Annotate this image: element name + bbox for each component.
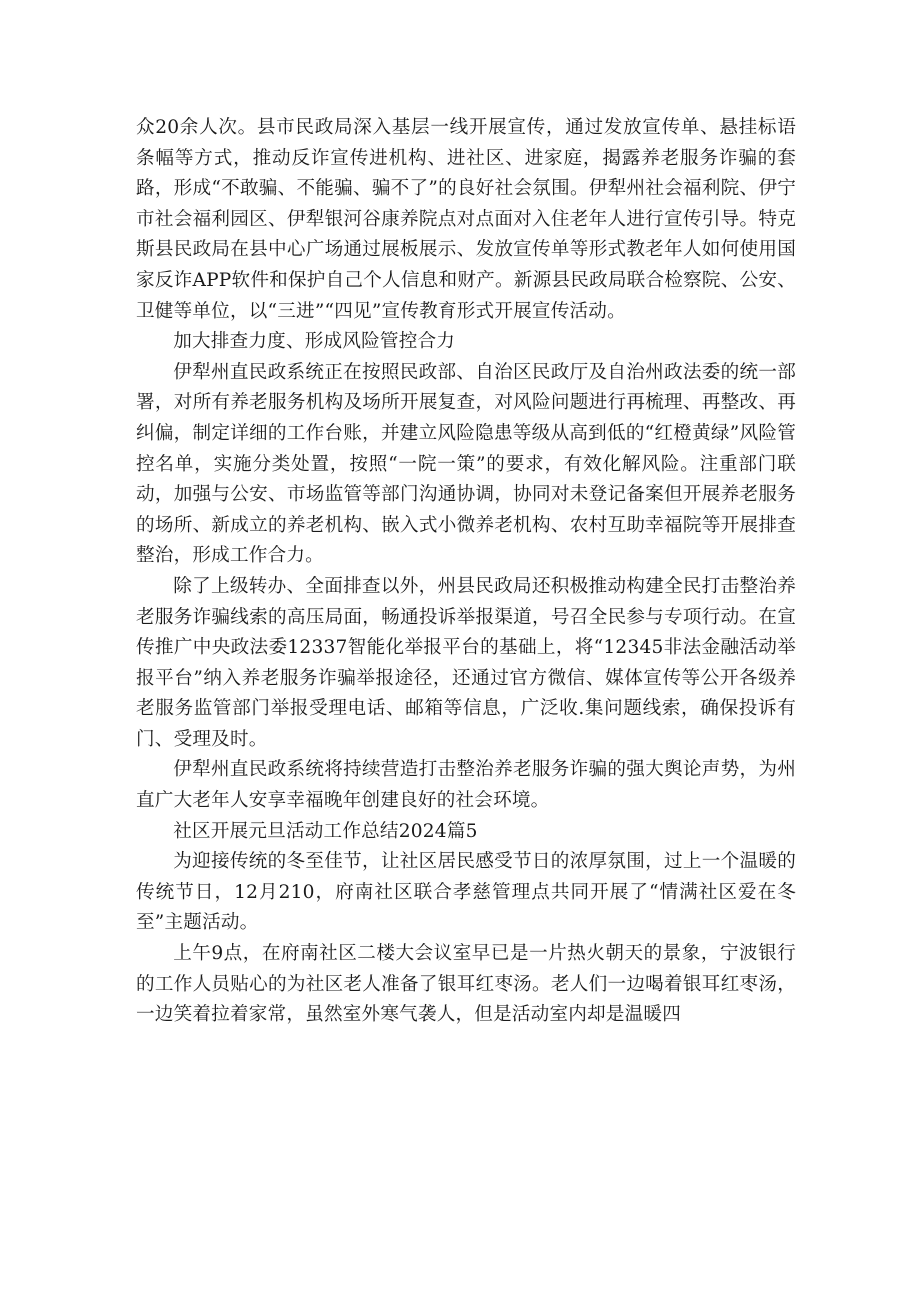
section-heading-article-5: 社区开展元旦活动工作总结2024篇5 — [173, 820, 478, 842]
paragraph-6: 上午9点，在府南社区二楼大会议室早已是一片热火朝天的景象，宁波银行的工作人员贴心的为社区老人准备了银耳红枣汤。老人们一边喝着银耳红枣汤，一边笑着拉着家常，虽然室外寒气袭人，但是活动室内却是温暖四 — [136, 943, 796, 1026]
section-heading-risk-control: 加大排查力度、形成风险管控合力 — [173, 331, 456, 353]
paragraph-1: 众20余人次。县市民政局深入基层一线开展宣传，通过发放宣传单、悬挂标语条幅等方式，推动反诈宣传进机构、进社区、进家庭，揭露养老服务诈骗的套路，形成“不敢骗、不能骗、骗不了”的良好社会氛围。伊犁州社会福利院、伊宁市社会福利园区、伊犁银河谷康养院点对点面对入住老年人进行宣传引导。特克斯县民政局在县中心广场通过展板展示、发放宣传单等形式教老年人如何使用国家反诈APP软件和保护自己个人信息和财产。新源县民政局联合检察院、公安、卫健等单位，以“三进”“四见”宣传教育形式开展宣传活动。 — [136, 117, 796, 322]
paragraph-5: 为迎接传统的冬至佳节，让社区居民感受节日的浓厚氛围，过上一个温暖的传统节日，12月210，府南社区联合孝慈管理点共同开展了“情满社区爱在冬至”主题活动。 — [136, 851, 796, 934]
paragraph-3: 除了上级转办、全面排查以外，州县民政局还积极推动构建全民打击整治养老服务诈骗线索的高压局面，畅通投诉举报渠道，号召全民参与专项行动。在宣传推广中央政法委12337智能化举报平台的基础上，将“12345非法金融活动举报平台”纳入养老服务诈骗举报途径，还通过官方微信、媒体宣传等公开各级养老服务监管部门举报受理电话、邮箱等信息，广泛收.集问题线索，确保投诉有门、受理及时。 — [136, 575, 796, 750]
paragraph-4: 伊犁州直民政系统将持续营造打击整治养老服务诈骗的强大舆论声势，为州直广大老年人安享幸福晚年创建良好的社会环境。 — [136, 759, 796, 812]
paragraph-2: 伊犁州直民政系统正在按照民政部、自治区民政厅及自治州政法委的统一部署，对所有养老服务机构及场所开展复查，对风险问题进行再梳理、再整改、再纠偏，制定详细的工作台账，并建立风险隐患等级从高到低的“红橙黄绿”风险管控名单，实施分类处置，按照“一院一策”的要求，有效化解风险。注重部门联动，加强与公安、市场监管等部门沟通协调，协同对未登记备案但开展养老服务的场所、新成立的养老机构、嵌入式小微养老机构、农村互助幸福院等开展排查整治，形成工作合力。 — [136, 361, 796, 567]
document-body — [136, 113, 796, 1031]
